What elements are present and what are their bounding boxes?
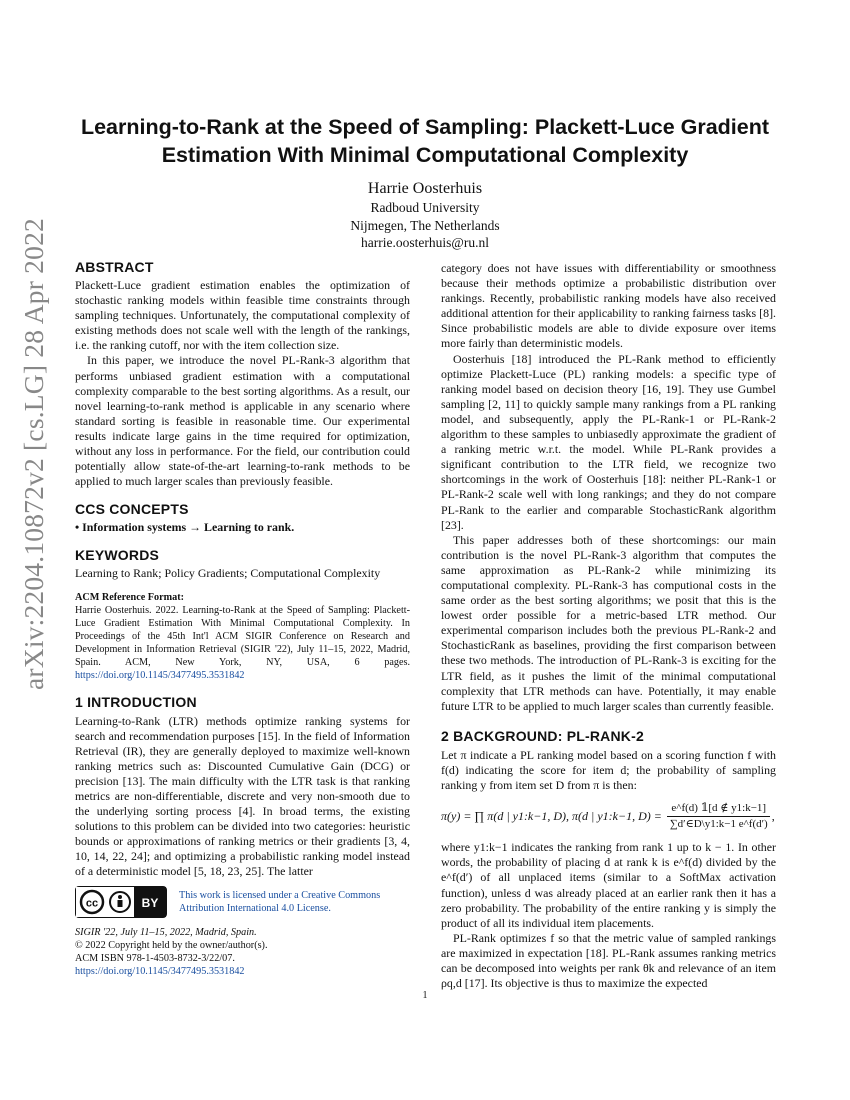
pl-equation: [441, 801, 776, 832]
ccs-text: • Information systems → Learning to rank.: [75, 520, 295, 535]
right-column: [441, 261, 776, 991]
eq-left: π(y) = ∏ π(d | y1:k−1, D), π(d | y1:k−1, D) =: [441, 809, 662, 824]
acm-ref-text: Harrie Oosterhuis. 2022. Learning-to-Rank at the Speed of Sampling: Plackett-Luce Gradient Estimation With Minimal Computational Complexity. In Proceedings of the 45th Int'l ACM SIGIR Conference on Research and Development in Information Retrieval (SIGIR '22), July 11–15, 2022, Madrid, Spain. ACM, New York, NY, USA, 6 pages.: [75, 604, 410, 668]
right-p5: where y1:k−1 indicates the ranking from rank 1 up to k − 1. In other words, the probability of placing d at rank k is e^f(d) divided by the e^f(d′) of all unplaced items (similar to a SoftMax activation function), unless d was already placed at an earlier rank then it has a zero probability. The probability of the entire ranking y is simply the product of all its individual item placements.: [441, 840, 776, 930]
right-p1: category does not have issues with differentiability or smoothness because their methods optimize a probabilistic distribution over rankings. Recently, probabilistic ranking models have also received additional attention for their applicability to ranking fairness tasks [8]. Since probabilistic models are able to divide exposure over items more fairly than deterministic models.: [441, 261, 776, 351]
eq-end: ,: [771, 809, 775, 824]
keywords-text: Learning to Rank; Policy Gradients; Computational Complexity: [75, 566, 381, 581]
author-affiliation: Radboud University: [370, 200, 480, 215]
right-p6: PL-Rank optimizes f so that the metric value of sampled rankings are maximized in expectation [18]. PL-Rank assumes ranking metrics can be decomposed into weights per rank θk and relevance of an item ρq,d [17]. Its objective is thus to maximize the expected: [441, 930, 776, 991]
cc-by-badge[interactable]: [75, 886, 167, 918]
acm-ref-heading: ACM Reference Format:: [75, 591, 184, 603]
keywords-heading: KEYWORDS: [75, 547, 160, 564]
right-p4: Let π indicate a PL ranking model based on a scoring function f with f(d) indicating the score for item d; the probability of sampling ranking y from item set D from π is then:: [441, 747, 776, 792]
license-block: [75, 886, 410, 918]
footer-isbn: ACM ISBN 978-1-4503-8732-3/22/07.: [75, 952, 235, 964]
author-name: Harrie Oosterhuis: [367, 180, 483, 197]
footer-doi-link[interactable]: https://doi.org/10.1145/3477495.3531842: [75, 965, 245, 977]
eq-numerator: e^f(d) 𝟙[d ∉ y1:k−1]: [667, 801, 770, 817]
acm-reference: [75, 591, 410, 682]
footer-venue: SIGIR '22, July 11–15, 2022, Madrid, Spain.: [75, 926, 257, 938]
abstract-p1: Plackett-Luce gradient estimation enables the optimization of stochastic ranking models within feasible time constraints through sampling techniques. Unfortunately, the computational complexity of existing methods does not scale well with the length of the rankings, i.e. the ranking cutoff, nor with the item collection size.: [75, 278, 410, 353]
acm-ref-doi-link[interactable]: https://doi.org/10.1145/3477495.3531842: [75, 669, 245, 681]
by-text: BY: [141, 895, 159, 910]
author-email[interactable]: harrie.oosterhuis@ru.nl: [361, 235, 489, 250]
eq-fraction: [666, 801, 772, 832]
intro-text: Learning-to-Rank (LTR) methods optimize ranking systems for search and recommendation purposes [15]. In the field of Information Retrieval (IR), they are generally deployed to maximize well-known ranking metrics such as: Discounted Cumulative Gain (DCG) or precision [13]. The main difficulty with the LTR task is that ranking metrics are non-differentiable, discrete and very non-smooth due to the underlying sorting process [4]. In broad terms, the existing solutions to this problem can be divided into two categories: heuristic bounds or approximations of ranking metrics or their gradients [3, 4, 10, 14, 22, 24]; and optimizing a probabilistic ranking model instead of a deterministic model [5, 18, 23, 25]. The latter: [75, 713, 410, 879]
ccs-heading: CCS CONCEPTS: [75, 501, 189, 518]
left-column: [75, 258, 410, 978]
license-text[interactable]: This work is licensed under a Creative Commons Attribution International 4.0 License.: [179, 889, 381, 914]
abstract-p2: In this paper, we introduce the novel PL-Rank-3 algorithm that performs unbiased gradient estimation with a computational complexity comparable to the best sorting algorithms. As a result, our novel learning-to-rank method is applicable in any scenario where standard sorting is feasible in reasonable time. Our experimental results indicate large gains in the time required for optimization, without any loss in performance. For the field, our contribution could potentially allow state-of-the-art learning-to-rank methods to be applied to much larger scales than previously feasible.: [75, 353, 410, 489]
cc-by-icon: [76, 887, 166, 917]
right-p2: Oosterhuis [18] introduced the PL-Rank method to efficiently optimize Plackett-Luce (PL) ranking models: a specific type of ranking model based on decision theory [16, 19]. They use Gumbel sampling [2, 11] to quickly sample many rankings from a PL ranking model, and subsequently, apply the PL-Rank-1 or PL-Rank-2 algorithm to these samples to unbiasedly approximate the gradient of a ranking metric w.r.t. the model. While PL-Rank provides a significant contribution to the LTR field, we recognize two shortcomings in the work of Oosterhuis [18]: neither PL-Rank-1 or PL-Rank-2 scale well with long rankings; and they do not compare PL-Rank to the earlier and comparable StochasticRank algorithm [23].: [441, 351, 776, 532]
right-p3: This paper addresses both of these shortcomings: our main contribution is the novel PL-Rank-3 algorithm that computes the same approximation as PL-Rank-2 while minimizing its computational complexity. PL-Rank-3 has computional costs in the same order as the best sorting algorithms; we posit that this is the lowest order possible for a metric-based LTR method. Our experimental comparison includes both the previous PL-Rank-2 and StochasticRank as baselines, providing the first comparison between these two methods. The introduction of PL-Rank-3 is exciting for the LTR field, as it pushes the limit of the minimal computational complexity that LTR methods can have. Potentially, it may enable future LTR to be applied to much larger scales than currently feasible.: [441, 532, 776, 713]
footer-block: [75, 926, 410, 978]
background-heading: 2 BACKGROUND: PL-RANK-2: [441, 727, 644, 744]
author-block: [0, 179, 850, 252]
intro-heading: 1 INTRODUCTION: [75, 693, 197, 710]
author-location: Nijmegen, The Netherlands: [350, 217, 500, 233]
abstract-heading: ABSTRACT: [75, 259, 154, 275]
eq-denominator: ∑d′∈D\y1:k−1 e^f(d′): [669, 818, 768, 831]
paper-title: Learning-to-Rank at the Speed of Sampling: Plackett-Luce Gradient Estimation With Minimal Computational Complexity: [80, 115, 770, 167]
cc-text: cc: [85, 897, 99, 910]
footer-copyright: © 2022 Copyright held by the owner/author(s).: [75, 939, 268, 951]
page-number: 1: [422, 990, 428, 1001]
